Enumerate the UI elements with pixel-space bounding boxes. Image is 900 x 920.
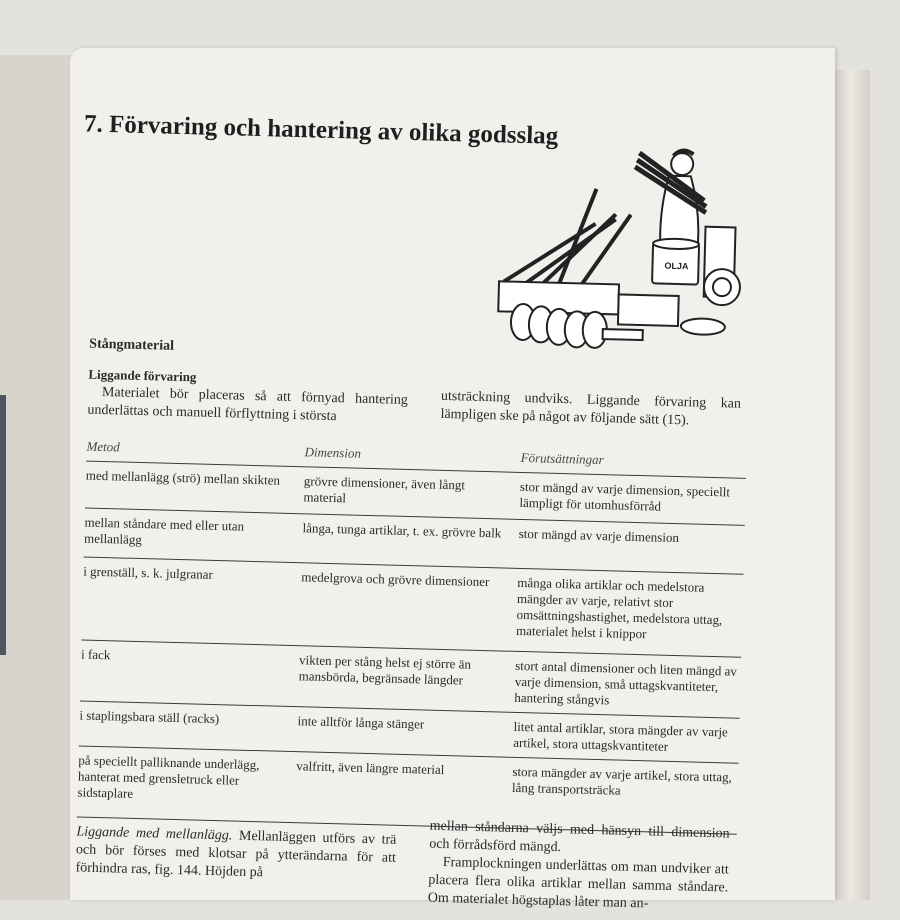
body-paragraph-italic-lead: Liggande med mellanlägg. xyxy=(76,824,233,844)
cell-forutsattningar: stort antal dimensioner och liten mängd av varje dimension, små uttagskvantiteter, hantering stångvis xyxy=(514,657,738,708)
cell-forutsattningar: stor mängd av varje dimension, speciellt lämpligt för utomhusförråd xyxy=(519,478,731,514)
cell-metod: i fack xyxy=(80,646,111,663)
cell-dimension: grövre dimensioner, även långt material xyxy=(303,473,466,506)
body-paragraph-right-1: mellan ståndarna väljs med hänsyn till dimension och förrådsförd mängd. xyxy=(429,818,730,856)
subsection-heading: Liggande förvaring xyxy=(88,366,197,385)
body-paragraph-right-2: Framplockningen underlättas om man undviker att placera flera olika artiklar mellan samma ståndare. Om materialet högstaplas låter man an- xyxy=(427,855,729,912)
cell-dimension: vikten per stång helst ej större än mansbörda, begränsade längder xyxy=(298,652,472,688)
intro-paragraph-right: utsträckning undviks. Liggande förvaring kan lämpligen ske på något av följande sätt (15). xyxy=(440,388,742,429)
cell-forutsattningar: många olika artiklar och medelstora mängder av varje, relativt stor omsättningshastighet, medelstora uttag, materialet helst i knippor xyxy=(515,574,723,642)
page-content xyxy=(48,48,835,920)
body-paragraph-left xyxy=(75,823,396,885)
cell-metod: i staplingsbara ställ (racks) xyxy=(79,707,220,727)
cell-forutsattningar: litet antal artiklar, stora mängder av varje artikel, stora uttagskvantiteter xyxy=(513,718,729,754)
body-paragraph-right xyxy=(428,818,730,916)
cell-metod: mellan ståndare med eller utan mellanlägg xyxy=(83,514,245,548)
header-forutsattningar: Förutsättningar xyxy=(520,449,604,468)
cell-dimension: medelgrova och grövre dimensioner xyxy=(301,569,490,590)
oil-can-label: OLJA xyxy=(664,260,689,272)
cell-dimension: långa, tunga artiklar, t. ex. grövre balk xyxy=(302,520,502,541)
chapter-title: 7. Förvaring och hantering av olika godsslag xyxy=(83,110,559,150)
storage-methods-table xyxy=(77,439,747,835)
warehouse-worker-illustration xyxy=(492,131,758,358)
cell-forutsattningar: stor mängd av varje dimension xyxy=(518,525,680,546)
header-metod: Metod xyxy=(86,438,120,455)
body-paragraph-left-text: Mellanläggen utförs av trä och bör förses med klotsar på ytterändarna för att förhindra ras, fig. 144. Höjden på xyxy=(75,828,397,881)
facing-page-photo-edge xyxy=(0,395,6,655)
book-page xyxy=(70,48,835,912)
cell-metod: på speciellt palliknande underlägg, hanterat med grensletruck eller sidstaplare xyxy=(77,752,260,801)
header-dimension: Dimension xyxy=(304,444,362,461)
cell-metod: i grenställ, s. k. julgranar xyxy=(83,563,214,582)
section-heading: Stångmaterial xyxy=(89,336,175,354)
cell-metod: med mellanlägg (strö) mellan skikten xyxy=(85,467,281,488)
cell-dimension: valfritt, även längre material xyxy=(296,758,445,778)
cell-forutsattningar: stora mängder av varje artikel, stora uttag, lång transportsträcka xyxy=(511,763,733,798)
intro-paragraph-left: Materialet bör placeras så att förnyad hantering underlättas och manuell förflyttning i största xyxy=(87,384,409,425)
cell-dimension: inte alltför långa stänger xyxy=(297,713,425,732)
